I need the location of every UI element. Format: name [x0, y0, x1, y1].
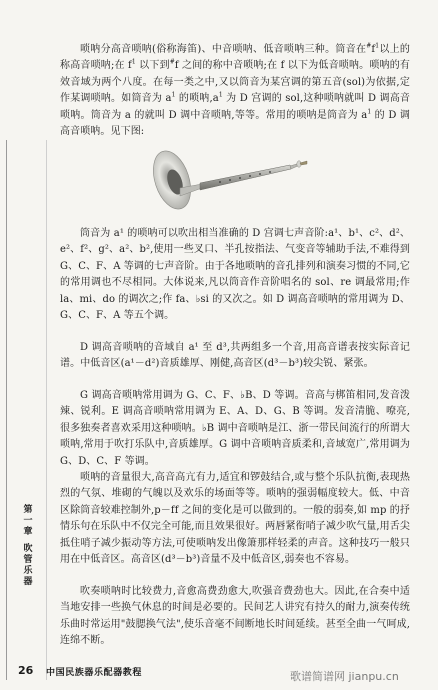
sidebar-rule-inner	[46, 140, 47, 680]
section-char: 器	[23, 577, 33, 587]
chapter-tab	[10, 505, 46, 588]
chapter-char: 章	[23, 527, 33, 537]
book-title: 中国民族器乐配器教程	[46, 668, 143, 678]
paragraph-4: G 调高音唢呐常用调为 G、C、F、♭B、D 等调。音高与梆笛相同,发音泼辣、锐利。E 调高音唢呐常用调为 E、A、D、G、B 等调。发音清脆、嘹亮,很多独奏者喜欢采用这种唢呐。♭B 调中音唢呐是江、浙一带民间流行的所谓大唢呐,常用于吹打乐队中,音质雄厚。G 调中音唢呐音质柔和,音域宽广,常用调为 G、D、C、F 等调。	[60, 390, 410, 467]
chapter-char: 第	[23, 505, 33, 515]
paragraph-2: 筒音为 a¹ 的唢呐可以吹出相当准确的 D 宫调七声音阶:a¹、b¹、c²、d²、e²、f²、g²、a²、b²,使用一些叉口、半孔按指法、气变音等辅助手法,不难得到 G、C、F、A 等调的七声音阶。由于各地唢呐的音孔排列和演奏习惯的不同,它的常用调也不尽相同。大体说来,凡以筒音作音阶唱名的 sol、re 调最常用;作 la、mi、do 的调次之;作 fa、♭si 的又次之。如 D 调高音唢呐的常用调为 D、G、C、F、A 等五个调。	[60, 228, 410, 322]
sidebar-rule-outer	[6, 140, 7, 680]
chapter-char: 一	[23, 516, 33, 526]
paragraph-5: 唢呐的音量很大,高音高亢有力,适宜和锣鼓结合,或与整个乐队抗衡,表现热烈的气氛、堆砌的气魄以及欢乐的场面等等。唢呐的强弱幅度较大。低、中音区除筒音较难控制外,p－ff 之间的变化是可以做到的。一般的弱奏,如 mp 的抒情乐句在乐队中不仅完全可能,而且效果很好。两唇紧衔哨子减少吹气量,用舌尖抵住哨子减少振动等方法,可使唢呐发出像箫那样轻柔的声音。这种技巧一般只用在中低音区。高音区(d³－b³)音量不及中低音区,弱奏也不容易。	[60, 472, 410, 566]
section-char: 管	[23, 555, 33, 565]
section-char: 乐	[23, 566, 33, 576]
suona-icon	[150, 138, 310, 218]
suona-illustration	[150, 138, 310, 218]
paragraph-3: D 调高音唢呐的音域自 a¹ 至 d³,共两组多一个音,用高音谱表按实际音记谱。中低音区(a¹－d²)音质雄厚、刚健,高音区(d³－b³)较尖锐、紧张。	[60, 342, 410, 370]
site-watermark: 歌谱简谱网 jianpu.cn	[290, 670, 399, 683]
section-char: 吹	[23, 544, 33, 554]
paragraph-1: 唢呐分高音唢呐(俗称海笛)、中音唢呐、低音唢呐三种。筒音在$^{\#}f^1$以上的称高音唢呐;在 $f^1$ 以下到#f 之间的称中音唢呐;在 f 以下为低音唢呐。唢呐的有效音域为两个八度。在每一类之中,又以筒音为某宫调的第五音(sol)为依据,定作某调唢呐。如筒音为 $a^1$ 的唢呐$,a^1$ 为 D 宫调的 sol,这种唢呐就叫 D 调高音唢呐。筒音为 a 的就叫 D 调中音唢呐,等等。常用的唢呐是筒音为 $a^1$ 的 D 调高音唢呐。见下图:	[60, 42, 411, 138]
paragraph-6: 吹奏唢呐时比较费力,音愈高费劲愈大,吹强音费劲也大。因此,在合奏中适当地安排一些换气休息的时间是必要的。民间艺人讲究有持久的耐力,演奏传统乐曲时常运用"鼓腮换气法",使乐音毫不间断地长时间延续。甚至全曲一气呵成,连绵不断。	[60, 586, 410, 647]
page-number: 26	[18, 664, 34, 677]
